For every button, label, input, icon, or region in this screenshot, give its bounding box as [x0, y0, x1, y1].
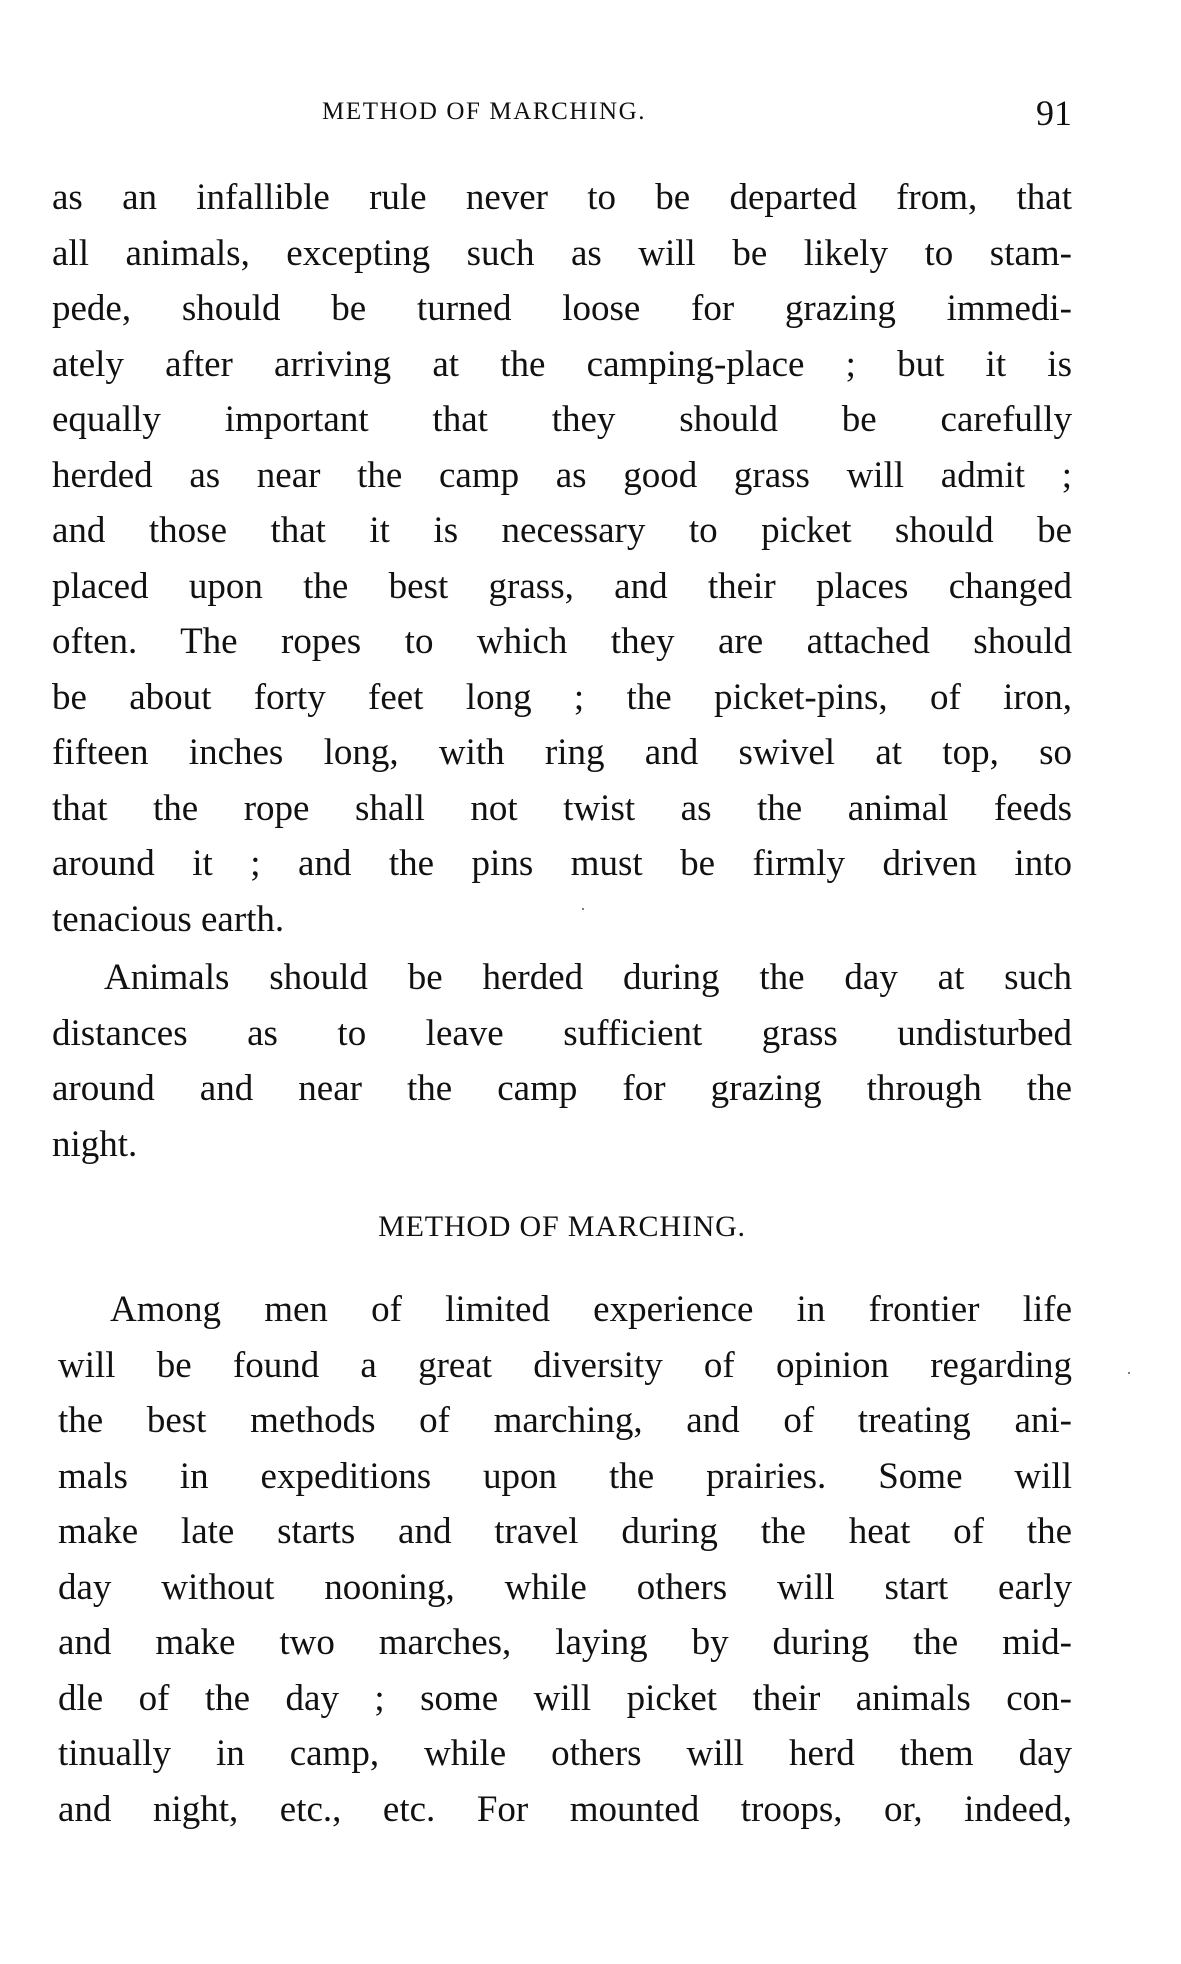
text-line: ately after arriving at the camping-place ; but it is	[52, 343, 1072, 385]
text-line: all animals, excepting such as will be likely to stam-	[52, 232, 1072, 274]
text-line: dle of the day ; some will picket their animals con-	[58, 1677, 1072, 1719]
text-line: tinually in camp, while others will herd them day	[58, 1733, 1072, 1774]
text-line: be about forty feet long ; the picket-pins, of iron,	[52, 676, 1072, 718]
text-line: that the rope shall not twist as the animal feeds	[52, 787, 1072, 829]
text-line: equally important that they should be carefully	[52, 399, 1072, 440]
text-line: mals in expeditions upon the prairies. Some will	[58, 1455, 1072, 1497]
text-line: night.	[52, 1123, 138, 1165]
text-line: Among men of limited experience in frontier life	[110, 1289, 1072, 1330]
text-line: fifteen inches long, with ring and swivel at top, so	[52, 732, 1072, 773]
running-head	[52, 92, 1072, 136]
page-number: 91	[1036, 93, 1072, 133]
text-line: will be found a great diversity of opinion regarding	[58, 1344, 1072, 1386]
text-line: around it ; and the pins must be firmly driven into	[52, 843, 1072, 884]
paragraph-continued	[52, 170, 1072, 947]
text-line: and make two marches, laying by during the mid-	[58, 1622, 1072, 1663]
text-line: the best methods of marching, and of treating ani-	[58, 1400, 1072, 1441]
text-line: distances as to leave sufficient grass undisturbed	[52, 1012, 1072, 1054]
text-line: herded as near the camp as good grass will admit ;	[52, 454, 1072, 496]
text-line: placed upon the best grass, and their places changed	[52, 565, 1072, 607]
text-line: and those that it is necessary to picket should be	[52, 510, 1072, 551]
ink-speck	[1128, 1372, 1130, 1374]
paragraph-marching	[58, 1282, 1072, 1837]
text-line: often. The ropes to which they are attached should	[52, 621, 1072, 662]
section-heading: METHOD OF MARCHING.	[378, 1210, 746, 1243]
ink-speck	[582, 908, 584, 910]
text-line: make late starts and travel during the heat of the	[58, 1511, 1072, 1552]
paragraph-herding	[52, 950, 1072, 1172]
text-line: and night, etc., etc. For mounted troops, or, indeed,	[58, 1788, 1072, 1830]
text-line: day without nooning, while others will start early	[58, 1566, 1072, 1608]
text-line: tenacious earth.	[52, 898, 285, 940]
text-line: around and near the camp for grazing through the	[52, 1068, 1072, 1109]
text-line: pede, should be turned loose for grazing immedi-	[52, 288, 1072, 329]
text-line: as an infallible rule never to be departed from, that	[52, 177, 1072, 218]
running-title: METHOD OF MARCHING.	[322, 98, 647, 125]
text-line: Animals should be herded during the day at such	[104, 957, 1072, 998]
